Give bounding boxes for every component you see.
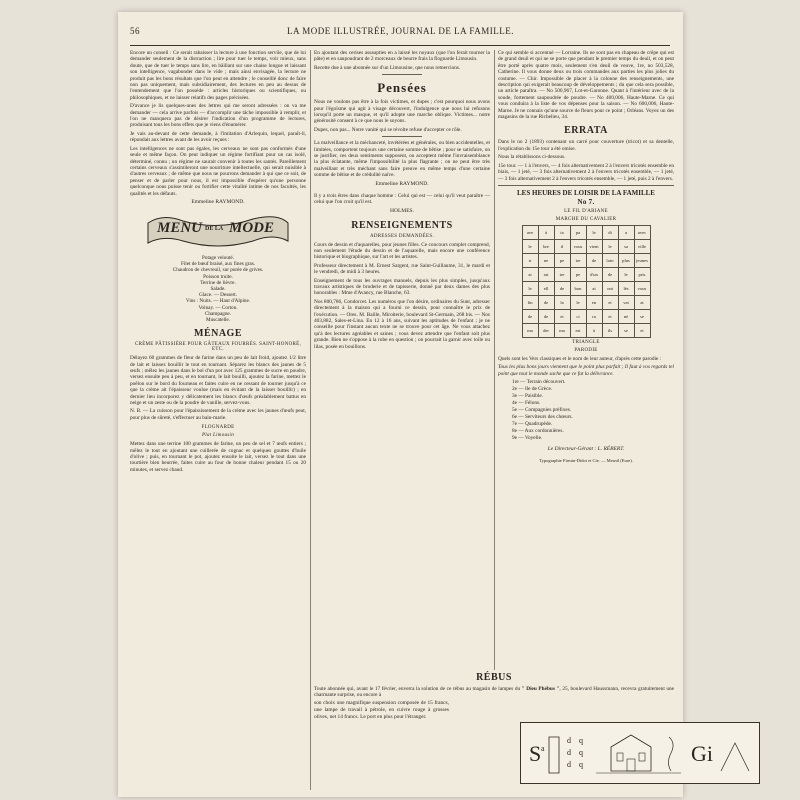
rebus-offer-text: son choix une magnifique suspension composée de 15 francs, une lampe de travail à pétrole, en cuivre rouge à grosses olives, net 14 francs. Le port en plus pour l'étranger. — [314, 700, 449, 720]
list-item: 8e — Aux cordonnières. — [512, 428, 564, 435]
grid-cell: tr — [522, 253, 538, 267]
rebus-intro — [314, 686, 674, 699]
list-item: 3e — Paisible. — [512, 393, 544, 400]
grid-cell: pe — [554, 253, 570, 267]
grid-cell: vai — [618, 295, 634, 309]
menu-banner-word: MENU — [157, 219, 203, 236]
grid-cell: bre — [538, 239, 554, 253]
rebus-section — [314, 672, 713, 792]
list-item: 9e — Voyelle. — [512, 435, 543, 442]
section-subtitle: ADRESSES DEMANDÉES. — [369, 233, 435, 239]
menu-banner — [143, 211, 293, 251]
svg-text:d: d — [567, 736, 571, 745]
grid-cell: ma — [554, 323, 570, 337]
divider — [382, 136, 422, 137]
svg-text:q: q — [579, 748, 583, 757]
menu-item: Poisson truite. — [203, 273, 233, 280]
grid-cell: plus — [618, 253, 634, 267]
grid-row — [522, 295, 650, 309]
paragraph: Je vais au-devant de cette demande, à l'imitation d'Arlequin, lequel, paraît-il, répondait aux lettres avant de les avoir reçues : — [130, 130, 306, 144]
section-title-pensees: Pensées — [377, 80, 427, 96]
grid-cell: bon — [570, 281, 586, 295]
paragraph: Tous les plus bons jours viennent que le point plus parfait ; Il faut à vos regards tel point que tout le monde sache que ce fut la délivrance. — [498, 364, 674, 377]
svg-text:q: q — [579, 736, 583, 745]
svg-text:d: d — [567, 748, 571, 757]
grid-cell: tre — [570, 253, 586, 267]
paragraph: Encore un conseil : Ce serait rabaisser la lecture à une fonction servile, que de lui demander seulement de la distraction ; lire pour tuer le temps, voir mieux, sans doute, que de tuer le temps sans lire, en bâillant sur une chaise longue et laissant son intelligence, vagabonder dans le vide ; mais ainsi envisagée, la lecture ne produit pas les bons résultats que l'on peut en attendre ; le conseillé donc de faire non pas uniquement, mais subsidiairement, des lectures en peu au dessus de l'entendement que l'on possède : articles historiques ou scientifiques, ou philosophiques, et ne laisser relatifs des pages précisées. — [130, 50, 306, 101]
menu-item: Filet de bœuf braisé, aux fines gras. — [180, 261, 256, 268]
column-middle — [314, 50, 490, 670]
grid-cell: le — [522, 239, 538, 253]
paragraph: Délayez 60 grammes de fleur de farine dans un peu de lait froid, ajoutez 1/2 litre de lait et laissez bouillir le tout en tournant. Séparez les blancs des jaunes de 5 œufs ; mêlez les jaunes dans le bol d'un pot avec 125 grammes de sucre en poudre, versez ensuite peu à peu, et en tournant, le lait bouilli, ajoutez la farine, mettez le poêlon sur le bord du fourneau et faites cuire en ne cessant de tourner jusqu'à ce que la crème ait l'épaisseur voulue (mais en évitant de la laisser bouillir) ; en dernier lieu incorporez y délicatement les blancs d'œufs préalablement battus en neige et un zeste ou de la poudre de vanille, servez-vous. — [130, 355, 306, 407]
grid-row — [522, 323, 650, 337]
grid-cell: a — [618, 225, 634, 239]
grid-cell: vous — [634, 281, 650, 295]
menu-banner-word: MODE — [229, 219, 275, 236]
menu-item: Champagne. — [204, 310, 232, 317]
grid-cell: de — [554, 281, 570, 295]
grid-cell: en — [586, 295, 602, 309]
grid-cell: rat — [538, 267, 554, 281]
menu-item: Potage velouté. — [202, 254, 234, 261]
puzzle-title: LE FIL D'ARIANE — [564, 208, 608, 214]
menu-item: Terrine de lièvre. — [200, 279, 236, 286]
grid-cell: il — [554, 239, 570, 253]
grid-cell: fin — [522, 295, 538, 309]
grid-cell: ai — [586, 281, 602, 295]
list-item: 5e — Compagnies préfixes. — [512, 407, 572, 414]
grid-cell: d'un — [586, 267, 602, 281]
paragraph: Enseignement de tous les ouvrages manuels, depuis les plus simples, jusqu'aux travaux artistiques de broderie et de tapisserie, donné par deux dames des plus honorables : Mme d'Avancy, rue Blanche, 63. — [314, 277, 490, 297]
column-right — [498, 50, 674, 670]
grid-row — [522, 225, 650, 239]
column-divider — [494, 50, 495, 670]
grid-cell: pe — [570, 267, 586, 281]
section-title-rebus: RÉBUS — [476, 672, 512, 683]
grid-cell: et — [634, 323, 650, 337]
grid-cell: pris — [634, 267, 650, 281]
page-header — [118, 26, 683, 42]
grid-cell: tre — [554, 267, 570, 281]
grid-cell: à — [538, 225, 554, 239]
printer-note: Typographie Firmin-Didot et Cie. — Mesnil (Eure). — [539, 458, 633, 464]
paragraph: Recette due à une abonnée sur d'un Limousine, que nous remercions. — [314, 64, 461, 71]
rebus-intro-text: Toute abonnée qui, avant le 17 février, enverra la solution de ce rébus au magasin de lampes du — [314, 686, 521, 692]
header-rule — [130, 45, 670, 46]
paragraph: Il y a trois êtres dans chaque homme : Celui qui est — celui qu'il veut paraître — celui que l'on croit qu'il est. — [314, 192, 490, 206]
rebus-shop-address: , 25, boulevard Haussmann, recevra gratuitement une charmante surprise, ou encore à — [314, 686, 675, 699]
paragraph: Cours de dessin et d'aquarelles, pour jeunes filles. Ce concours complet comprend, non seulement l'étude du dessin et de l'aquarelle, mais encore une conférence historique et biographique, sur l'art et les artistes. — [314, 241, 490, 261]
grid-cell: et — [602, 309, 618, 323]
grid-cell: et — [554, 309, 570, 323]
grid-cell: est — [570, 323, 586, 337]
paragraph: Dupes, non pas... Notre vanité qui se révolte refuse d'accepter ce rôle. — [314, 126, 462, 133]
signature: Emmeline RAYMOND. — [375, 180, 429, 187]
grid-cell: ils — [602, 323, 618, 337]
director-signature: Le Directeur-Gérant : L. RÉBERT. — [547, 446, 625, 453]
grid-cell: loin — [602, 253, 618, 267]
menu-banner-word: DE LA — [205, 225, 224, 232]
rebus-shop-name: " Dieu Phébus " — [521, 686, 560, 692]
divider — [382, 74, 422, 75]
grid-cell: de — [602, 267, 618, 281]
menu-item: Salade. — [210, 285, 226, 292]
section-title-loisir: LES HEURES DE LOISIR DE LA FAMILLE — [517, 188, 655, 197]
list-item: 6e — Serviteurs des chœurs. — [512, 414, 573, 421]
rebus-picture-icon — [521, 723, 759, 783]
svg-text:d: d — [567, 760, 571, 769]
menu-item: Muscatelle. — [205, 316, 231, 323]
grid-row — [522, 309, 650, 323]
grid-cell: ell — [538, 281, 554, 295]
grid-cell: der — [538, 323, 554, 337]
section-subtitle: CRÈME PÂTISSIÈRE POUR GÂTEAUX FOURRÉS. SAINT-HONORÉ, ETC. — [134, 342, 302, 353]
grid-cell: lés — [618, 281, 634, 295]
grid-cell: le — [602, 239, 618, 253]
menu-item: Chaudron de chevreuil, sur purée de grives. — [172, 267, 264, 274]
paragraph: En ajoutant des cerises assaupties en a laissé les noyaux (que l'on ferait tourner la pâte) et en saupoudrant de 2 morceaux de beurre frais la flognarde Limousin. — [314, 50, 490, 63]
signature: Emmeline RAYMOND. — [191, 198, 245, 205]
menu-item: Volnay. — Corton. — [198, 304, 238, 311]
knight-move-grid — [522, 225, 651, 338]
grid-cell: se — [618, 323, 634, 337]
paragraph: Quels sont les Vers classiques et le nom de leur auteur, d'après cette parodie : — [498, 355, 662, 362]
signature: HOLMES. — [390, 207, 414, 214]
grid-cell: la — [554, 295, 570, 309]
grid-cell: pa — [570, 225, 586, 239]
puzzle-title: PARODIE — [574, 347, 598, 353]
paragraph: Ce qui semble si accentué — Lorraine. Ils ne sont pas en chapeau de crêpe qui est de grand deuil et qui ne se porte que pendant le premier temps du deuil, et on peut être porté après quatre mois, seulement s'en deuil de veuve, 1re, no 503,528, Catherine. Il vous donne deux ou trois commandes aux parties les plus jolies du costume. — Chir. Impossible de placer à la colonne des renseignements, une description qui exigerait beaucoup de développements ; du que cela sera possible, un article paraîtra. — No 500,967, Lot-et-Garonne. Quant à l'intérieur avec de la soude, fortement saupoudrée de poudre. — No 400,006, Haute-Marne. Ce qui vous conduira à la liste de vos dépenses pour la saison. — No 600,006, Haute-Marne. Je ne connais qu'une source de fleurs pour ce point ; Orléans. Voyez un des magasins de la rue Richelieu, 34. — [498, 50, 674, 121]
grid-cell: ont — [602, 281, 618, 295]
newspaper-page — [118, 12, 713, 797]
grid-cell: at — [634, 295, 650, 309]
list-item: 2e — Ile de Grèce. — [512, 386, 553, 393]
grid-cell: ci — [570, 309, 586, 323]
svg-text:a: a — [541, 744, 545, 753]
paragraph: Nous la rétablissons ci-dessous. — [498, 154, 566, 161]
grid-cell: nè — [618, 309, 634, 323]
grid-row — [522, 267, 650, 281]
grid-row — [522, 281, 650, 295]
section-title-menage: MÉNAGE — [194, 328, 242, 340]
grid-cell: le — [522, 281, 538, 295]
paragraph: La malveillance et la méchanceté, invétérées et générales, ou bien accidentelles, et limitées, comportent toujours une certaine somme de bêtise ; pour se satisfaire, on se justifier, ces deux sentiments supposent, ou acceptent même l'invraisemblance la plus éclatante, même l'impossibilité la plus flagrante ; on ne peut être très malveillant et très méchant sans faire preuve en même temps d'une certaine somme de bêtise et de crédulité naïve. — [314, 140, 490, 179]
grid-cell: sa — [618, 239, 634, 253]
grid-cell: de — [538, 295, 554, 309]
subsection-title: FLOGNARDE — [201, 425, 235, 431]
journal-title: LA MODE ILLUSTRÉE, JOURNAL DE LA FAMILLE. — [287, 26, 514, 36]
list-item: 4e — Félons. — [512, 400, 541, 407]
grid-cell: ai — [522, 267, 538, 281]
grid-cell: se — [634, 309, 650, 323]
paragraph: Mettez dans une terrine 100 grammes de farine, un peu de sel et 7 œufs entiers ; mêlez le tout en ajoutant une cuillerée de cognac et quelques gouttes d'huile d'olive ; puis, en tournant le pot, ajoutez ensuite le lait, versez le tout dans une tourtière bien beurrée, faites cuire au four de bonne chaleur pendant 15 ou 20 minutes, et servez chaud. — [130, 441, 306, 473]
grid-cell: le — [570, 295, 586, 309]
paragraph: D'avance je lis quelques-unes des lettres qui me seront adressées : on va me demander — cela arrive parfois — d'accomplir une tâche impossible à remplir, et l'on ne manquera pas de désirer l'indication d'un programme de lectures, produisant tous les bons effets que je viens d'énumérer. — [130, 103, 306, 129]
paragraph: 15e tour. — 1 à l'envers, — 4 fois alternativement 2 à l'envers tricotés ensemble en biais, — 1 jeté, — 3 fois alternativement 2 à l'envers tricotés ensemble, — 1 jeté, — 3 fois alternativement 2 à l'envers tricotés ensemble, — 1 jeté, puis 2 à l'envers. — [498, 162, 674, 182]
grid-cell: ave — [522, 225, 538, 239]
column-left — [130, 50, 306, 790]
divider — [498, 185, 674, 186]
menu-list — [130, 255, 306, 323]
section-title-errata: ERRATA — [564, 125, 608, 137]
grid-cell: vient — [586, 239, 602, 253]
grid-cell: de — [586, 253, 602, 267]
grid-cell: avec — [634, 225, 650, 239]
paragraph: Dans le no 2 (1893) contenant un carré pour couverture (tricot) et sa dentelle, l'explication du 15e tour a été omise. — [498, 139, 674, 152]
puzzle-subtitle: MARCHE DU CAVALIER — [555, 216, 617, 222]
paragraph: Nous ne voulons pas être à la fois victimes, et dupes ; c'est pourquoi nous avons pour l'égoïsme qui agit à visage découvert, l'indulgence que nous lui refusons lorsqu'il porte un masque, et qu'il adopte une marche oblique. Victimes... notre générosité consent à ce que nous le soyons. — [314, 99, 490, 125]
section-title-renseignements: RENSEIGNEMENTS — [351, 219, 453, 231]
column-divider — [310, 50, 311, 790]
list-item: 1re — Terrain découvert. — [512, 379, 566, 386]
paragraph: Professeur directement à M. Ernest Sargent, rue Saint-Guillaume, 31, le mardi et le vendredi, de midi à 3 heures. — [314, 262, 490, 276]
grid-cell: vous — [570, 239, 586, 253]
subsection-subtitle: Plat Limousin — [201, 433, 235, 439]
grid-cell: jeunes — [634, 253, 650, 267]
paragraph: Nos 800,786, Condorcet. Les numéros que l'on désire, ordinaires du Sunt, adresser directement à la maison qui a fourni ce dessin, pour connaître le prix de l'exécution. — Ores. M. Baille, Miroiterie, boulevard St-Germain, 268 bis. — Nos 403,882, Sales-et-Lina. En 12 à 16 ans, suivant les aptitudes de l'enfant ; je ne conseille pour l'instant aucun texte ne se trouve pour cet âge. Ne vous attachez qu'à des lectures agréables et saines ; vous devez attendre que l'enfant soit plus grande. Bien ne s'oppose à la robe en question ; on pourrait la garnir avec toile ou lilas, posée en bouillons. — [314, 298, 490, 350]
grid-cell: de — [538, 309, 554, 323]
grid-row — [522, 253, 650, 267]
grid-row — [522, 239, 650, 253]
svg-text:Gi: Gi — [691, 741, 713, 766]
grid-cell: di — [602, 225, 618, 239]
menu-item: Vins : Nuits. — Haut d'Alpine. — [185, 298, 251, 305]
issue-number: No 7. — [577, 197, 595, 206]
rebus-illustration — [520, 722, 760, 784]
grid-cell: le — [618, 267, 634, 281]
list-item: 7e — Quadrupède. — [512, 421, 553, 428]
svg-text:S: S — [529, 741, 542, 766]
grid-cell: ne — [538, 253, 554, 267]
triangle-list — [512, 379, 674, 442]
grid-cell: ra — [586, 309, 602, 323]
grid-cell: ville — [634, 239, 650, 253]
grid-cell: à — [586, 323, 602, 337]
grid-cell: le — [586, 225, 602, 239]
page-number: 56 — [130, 26, 140, 36]
grid-cell: ta — [554, 225, 570, 239]
grid-cell: ma — [522, 323, 538, 337]
menu-item: Glace. — Dessert. — [198, 292, 238, 299]
paragraph: Les intelligences ne sont pas égales, les cerveaux ne sont pas conformés d'une seule et même façon. On peut indiquer un régime fortifiant pour un cas isolé, déterminé, connu ; un régime ne saurait convenir à toutes les santés. Pareillement certains cerveaux s'assimileront une nourriture intellectuelle, qui serait nuisible à d'autres cerveaux ; de même que nous ne pourrons demander à qui que ce soit, de penser et de parler pour nous, il est impossible d'espérer qu'une personne quelconque nous puisse tenir ou fortifier cette vitalité intime de nos facultés, les qualités et les défauts. — [130, 145, 306, 197]
svg-text:q: q — [579, 760, 583, 769]
grid-cell: et — [602, 295, 618, 309]
grid-cell: de — [522, 309, 538, 323]
puzzle-title: TRIANGLE — [572, 339, 600, 345]
paragraph: N. B. — La cuisson pour l'épaississement de la crème avec les jaunes d'œufs peut, pour plus de sûreté, s'effectuer au bain-marie. — [130, 408, 306, 421]
